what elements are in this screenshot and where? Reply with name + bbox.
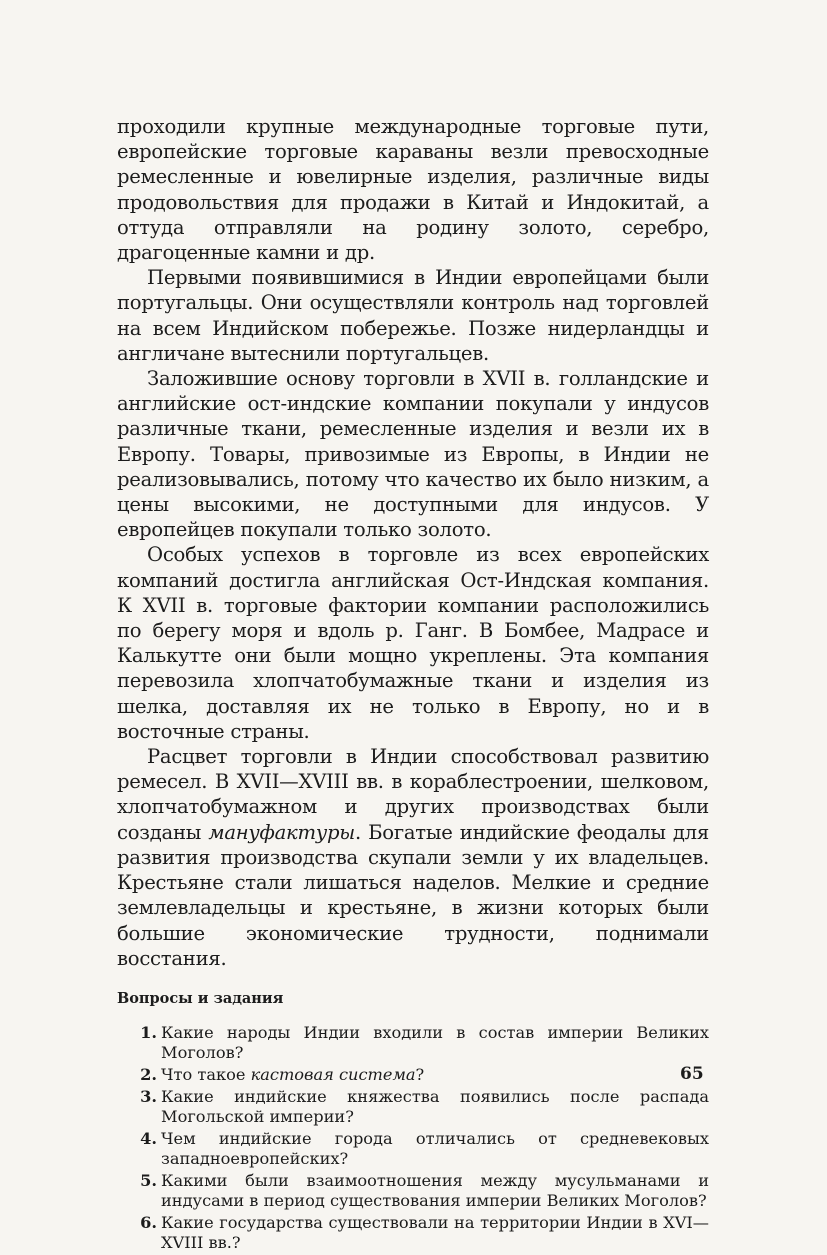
question-number: 2. xyxy=(140,1064,157,1084)
main-text xyxy=(117,114,709,971)
paragraph-5 xyxy=(117,744,709,971)
paragraph-1: проходили крупные международные торговые пути, европейские торговые караваны везли превосходные ремесленные и ювелирные изделия, различные виды продовольствия для продажи в Китай и Индокитай, а оттуда отправляли на родину золото, серебро, драгоценные камни и др. xyxy=(117,115,709,265)
paragraph-2: Первыми появившимися в Индии европейцами были португальцы. Они осуществляли контроль над торговлей на всем Индийском побережье. Позже нидерландцы и англичане вытеснили португальцев. xyxy=(117,266,709,365)
paragraph-5-before: Расцвет торговли в Индии способствовал развитию ремесел. В XVII—XVIII вв. в кораблестроении, шелковом, хлопчатобумажном и других производствах были созданы xyxy=(117,745,709,844)
question-number: 6. xyxy=(140,1212,157,1232)
question-number: 5. xyxy=(140,1170,157,1190)
page-content xyxy=(117,114,709,1255)
question-item xyxy=(117,1023,709,1063)
paragraph-3: Заложившие основу торговли в XVII в. голландские и английские ост-индские компании покупали у индусов различные ткани, ремесленные изделия и везли их в Европу. Товары, привозимые из Европы, в Индии не реализовывались, потому что качество их было низким, а цены высокими, не доступными для индусов. У европейцев покупали только золото. xyxy=(117,367,709,542)
page-number: 65 xyxy=(680,1064,704,1084)
question-text: Какие народы Индии входили в состав империи Великих Моголов? xyxy=(161,1022,709,1062)
question-number: 3. xyxy=(140,1086,157,1106)
question-text xyxy=(161,1065,709,1085)
question-number: 1. xyxy=(140,1022,157,1042)
question-text-before: Что такое xyxy=(161,1064,251,1084)
question-item xyxy=(117,1087,709,1127)
paragraph-4: Особых успехов в торговле из всех европейских компаний достигла английская Ост-Индская компания. К XVII в. торговые фактории компании расположились по берегу моря и вдоль р. Ганг. В Бомбее, Мадрасе и Калькутте они были мощно укреплены. Эта компания перевозила хлопчатобумажные ткани и изделия из шелка, доставляя их не только в Европу, но и в восточные страны. xyxy=(117,543,709,743)
paragraph-5-after: . Богатые индийские феодалы для развития производства скупали земли у их владельцев. Крестьяне стали лишаться наделов. Мелкие и средние землевладельцы и крестьяне, в жизни которых были большие экономические трудности, поднимали восстания. xyxy=(117,820,709,970)
question-text: Какие государства существовали на территории Индии в XVI—XVIII вв.? xyxy=(161,1212,709,1252)
question-text-after: ? xyxy=(415,1064,425,1084)
questions-heading: Вопросы и задания xyxy=(117,989,284,1007)
question-item xyxy=(117,1129,709,1169)
question-text: Чем индийские города отличались от средневековых западноевропейских? xyxy=(161,1128,709,1168)
question-item xyxy=(117,1065,709,1085)
question-text: Какими были взаимоотношения между мусульманами и индусами в период существования империи Великих Моголов? xyxy=(161,1170,709,1210)
paragraph-5-emphasis: мануфактуры xyxy=(208,820,355,844)
question-item xyxy=(117,1171,709,1211)
question-number: 4. xyxy=(140,1128,157,1148)
questions-list xyxy=(117,1023,709,1253)
question-text: Какие индийские княжества появились после распада Могольской империи? xyxy=(161,1086,709,1126)
questions-section xyxy=(117,989,709,1253)
question-text-emphasis: кастовая система xyxy=(250,1064,416,1084)
question-item xyxy=(117,1213,709,1253)
